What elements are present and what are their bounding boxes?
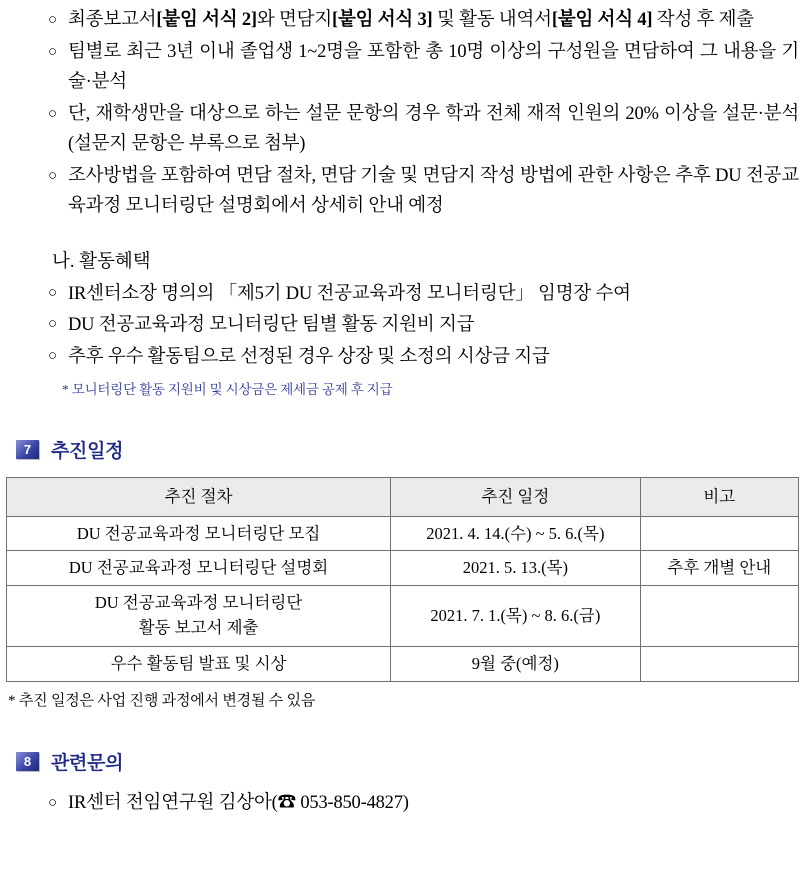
table-row [7,551,799,586]
list-item [38,789,807,819]
bullet-marker: ○ [48,167,57,184]
list-item-text: DU 전공교육과정 모니터링단 팀별 활동 지원비 지급 [68,315,475,336]
cell-procedure: 우수 활동팀 발표 및 시상 [7,646,391,681]
cell-date: 9월 중(예정) [391,646,640,681]
list-item-text: 추후 우수 활동팀으로 선정된 경우 상장 및 소정의 시상금 지급 [68,346,550,367]
cell-procedure-line1: DU 전공교육과정 모니터링단 [94,593,303,613]
cell-note [640,646,798,681]
cell-date: 2021. 7. 1.(목) ~ 8. 6.(금) [391,586,640,647]
bullet-marker: ○ [48,105,57,122]
table-header-row [7,477,799,516]
cell-procedure-line2: 활동 보고서 제출 [138,618,259,638]
list-item [38,6,799,36]
schedule-table [6,477,799,682]
column-header-procedure: 추진 절차 [7,477,391,516]
list-item-text: 조사방법을 포함하여 면담 절차, 면담 기술 및 면담지 작성 방법에 관한 사항은 추후 DU 전공교육과정 모니터링단 설명회에서 상세히 안내 예정 [68,165,799,216]
bullet-marker: ○ [48,347,57,364]
bullet-marker: ○ [48,285,57,302]
list-item [38,100,799,160]
section-heading-schedule [0,436,807,463]
cell-procedure [7,586,391,647]
section-heading-contact [0,748,807,775]
table-body [7,516,799,681]
column-header-note: 비고 [640,477,798,516]
list-item-text: 최종보고서[붙임 서식 2]와 면담지[붙임 서식 3] 및 활동 내역서[붙임 서식 4] 작성 후 제출 [68,10,754,30]
cell-date: 2021. 4. 14.(수) ~ 5. 6.(목) [391,516,640,551]
cell-procedure: DU 전공교육과정 모니터링단 설명회 [7,551,391,586]
list-item [38,310,807,341]
benefits-footnote: * 모니터링단 활동 지원비 및 시상금은 제세금 공제 후 지급 [62,381,393,397]
section-number-badge: 8 [16,752,39,771]
table-row [7,586,799,647]
list-item-text: 단, 재학생만을 대상으로 하는 설문 문항의 경우 학과 전체 재적 인원의 20% 이상을 설문·분석 (설문지 문항은 부록으로 첨부) [68,103,799,154]
list-item [38,342,807,373]
cell-note [640,516,798,551]
list-item [38,279,807,310]
schedule-table-wrapper [0,477,807,710]
list-item-text: 팀별로 최근 3년 이내 졸업생 1~2명을 포함한 총 10명 이상의 구성원을 면담하여 그 내용을 기술·분석 [68,41,799,92]
list-item-text: IR센터소장 명의의 「제5기 DU 전공교육과정 모니터링단」 임명장 수여 [68,284,631,305]
table-row [7,646,799,681]
section-title: 관련문의 [51,752,124,774]
table-row [7,516,799,551]
schedule-footnote: * 추진 일정은 사업 진행 과정에서 변경될 수 있음 [8,692,316,709]
bullet-marker: ○ [48,43,57,60]
list-item [38,162,799,222]
list-item [38,38,799,98]
cell-date: 2021. 5. 13.(목) [391,551,640,586]
table-header [7,477,799,516]
cell-procedure: DU 전공교육과정 모니터링단 모집 [7,516,391,551]
column-header-date: 추진 일정 [391,477,640,516]
cell-note: 추후 개별 안내 [640,551,798,586]
requirements-list [0,0,807,222]
bullet-marker: ○ [48,316,57,333]
cell-note [640,586,798,647]
contact-text: IR센터 전임연구원 김상아(☎ 053-850-4827) [68,792,409,813]
bullet-marker: ○ [48,12,57,28]
section-number-badge: 7 [16,440,39,459]
contact-list [0,789,807,819]
bullet-marker: ○ [48,794,57,811]
section-title: 추진일정 [51,440,124,462]
subsection-heading-benefits: 나. 활동혜택 [52,251,151,272]
benefits-list [0,279,807,372]
